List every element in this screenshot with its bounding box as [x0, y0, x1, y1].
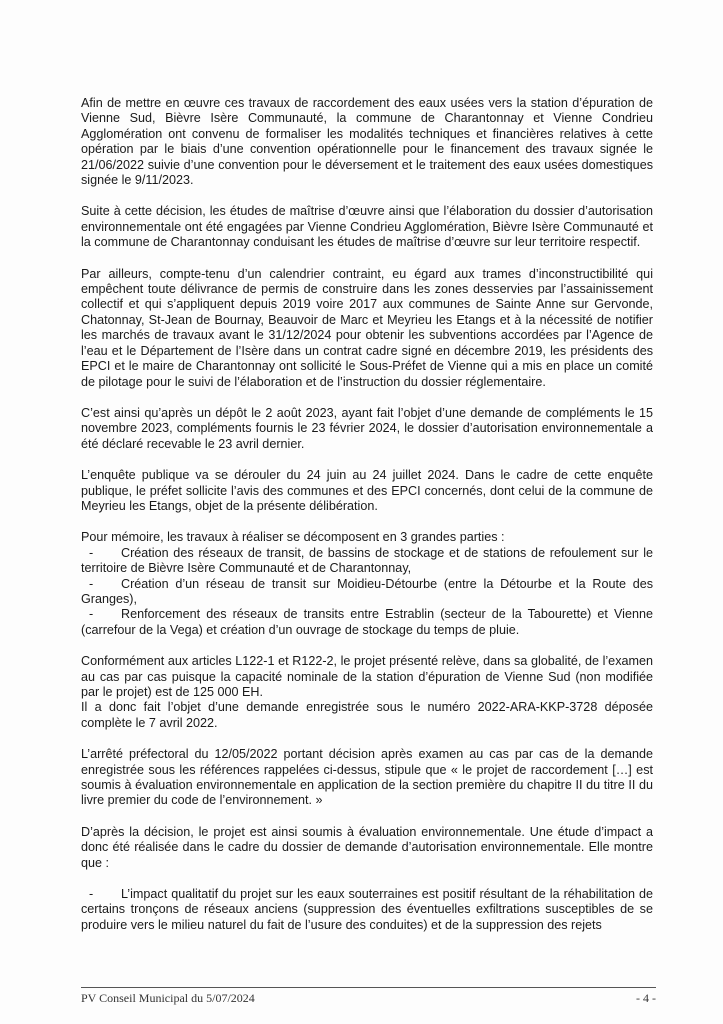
list-item: [81, 607, 653, 638]
paragraph-regulation: [81, 654, 653, 731]
page-footer: [81, 991, 656, 1006]
paragraph-etudes: Suite à cette décision, les études de maîtrise d’œuvre ainsi que l’élaboration du dossier d’autorisation environnementale ont été engagées par Vienne Condrieu Agglomération, Bièvre Isère Communauté et la commune de Charantonnay conduisant les études de maîtrise d’œuvre sur leur territoire respectif.: [81, 204, 653, 250]
paragraph-enquete: L’enquête publique va se dérouler du 24 juin au 24 juillet 2024. Dans le cadre de cette enquête publique, le préfet sollicite l’avis des communes et des EPCI concernés, dont celui de la commune de Meyrieu les Etangs, objet de la présente délibération.: [81, 468, 653, 513]
paragraph-calendrier: Par ailleurs, compte-tenu d’un calendrier contraint, eu égard aux trames d’inconstructibilité qui empêchent toute délivrance de permis de construire dans les zones desservies par l’assainissement collectif et qui s’appliquent depuis 2019 voire 2017 aux communes de Sainte Anne sur Gervonde, Chatonnay, St-Jean de Bournay, Beauvoir de Marc et Meyrieu les Etangs et à la nécessité de notifier les marchés de travaux avant le 31/12/2024 pour obtenir les subventions accordées par l’Agence de l’eau et le Département de l’Isère dans un contrat cadre signé en décembre 2019, les présidents des EPCI et le maire de Charantonnay ont sollicité le Sous-Préfet de Vienne qui a mis en place un comité de pilotage pour le suivi de l’élaboration et de l’instruction du dossier réglementaire.: [81, 266, 653, 389]
list-item: [81, 577, 653, 608]
regulation-line-2: Il a donc fait l’objet d’une demande enregistrée sous le numéro 2022-ARA-KKP-3728 déposée complète le 7 avril 2022.: [81, 700, 653, 730]
footer-title: PV Conseil Municipal du 5/07/2024: [81, 991, 255, 1005]
regulation-line-1: Conformément aux articles L122-1 et R122-2, le projet présenté relève, dans sa globalité, de l’examen au cas par cas puisque la capacité nominale de la station d’épuration de Vienne Sud (non modifiée par le projet) est de 125 000 EH.: [81, 654, 653, 699]
paragraph-arrete: L’arrêté préfectoral du 12/05/2022 portant décision après examen au cas par cas de la demande enregistrée sous les références rappelées ci-dessus, stipule que « le projet de raccordement […] est soumis à évaluation environnementale en application de la section première du chapitre II du titre II du livre premier du code de l’environnement. »: [81, 747, 653, 808]
paragraph-depot: C’est ainsi qu’après un dépôt le 2 août 2023, ayant fait l’objet d’une demande de compléments le 15 novembre 2023, compléments fournis le 23 février 2024, le dossier d’autorisation environnementale a été déclaré recevable le 23 avril dernier.: [81, 405, 653, 451]
list-dash: -: [89, 576, 94, 591]
document-body: [81, 96, 653, 949]
works-item-text: Création des réseaux de transit, de bassins de stockage et de stations de refoulement sur le territoire de Bièvre Isère Communauté et de Charantonnay,: [81, 545, 653, 576]
works-item-text: Création d’un réseau de transit sur Moidieu-Détourbe (entre la Détourbe et la Route des Granges),: [81, 576, 653, 606]
paragraph-decision: D’après la décision, le projet est ainsi soumis à évaluation environnementale. Une étude d’impact a donc été réalisée dans le cadre du dossier de demande d’autorisation environnementale. Elle montre que :: [81, 824, 653, 870]
list-dash: -: [89, 545, 94, 560]
works-list: [81, 530, 653, 638]
impact-item-text: L’impact qualitatif du projet sur les eaux souterraines est positif résultant de la réhabilitation de certains tronçons de réseaux anciens (suppression des éventuelles exfiltrations susceptibles de se produire vers le milieu naturel du fait de l’usure des conduites) et de la suppression des rejets: [81, 887, 653, 932]
impact-item: [81, 887, 653, 933]
list-dash: -: [89, 607, 94, 622]
works-item-text: Renforcement des réseaux de transits entre Estrablin (secteur de la Tabourette) et Vienne (carrefour de la Vega) et création d’un ouvrage de stockage du temps de pluie.: [81, 607, 653, 637]
list-item: [81, 546, 653, 577]
footer-divider: [81, 987, 656, 988]
works-intro: Pour mémoire, les travaux à réaliser se décomposent en 3 grandes parties :: [81, 530, 505, 545]
paragraph-conventions: Afin de mettre en œuvre ces travaux de raccordement des eaux usées vers la station d’épuration de Vienne Sud, Bièvre Isère Communauté, la commune de Charantonnay et Vienne Condrieu Agglomération ont convenu de formaliser les modalités techniques et financières relatives à cette opération par le biais d’une convention opérationnelle pour le financement des travaux signée le 21/06/2022 suivie d’une convention pour le déversement et le traitement des eaux usées domestiques signée le 9/11/2023.: [81, 96, 653, 188]
page-number: - 4 -: [636, 991, 656, 1005]
list-dash: -: [89, 887, 94, 902]
